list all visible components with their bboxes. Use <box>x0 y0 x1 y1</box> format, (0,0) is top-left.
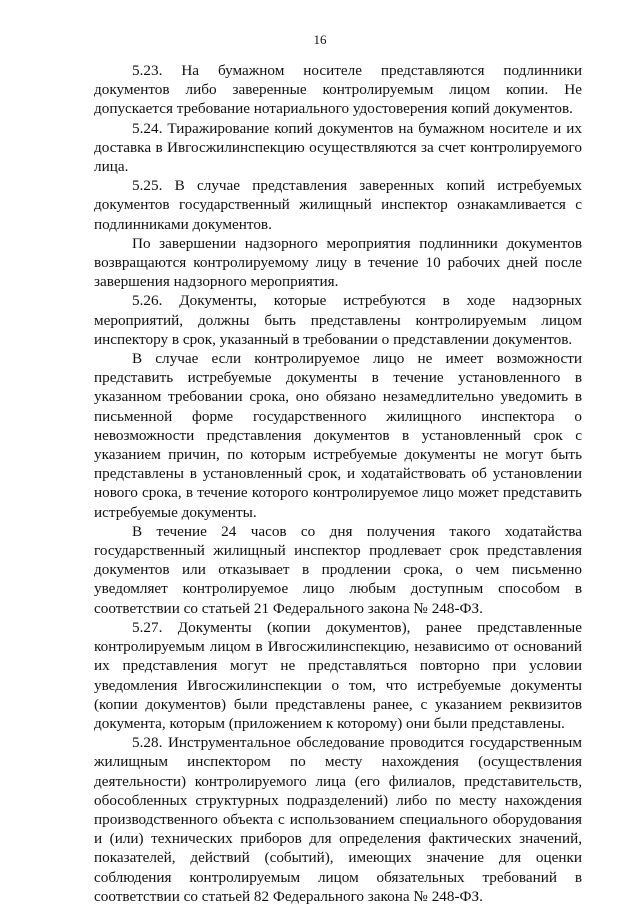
document-body <box>94 61 582 906</box>
paragraph-5-27: 5.27. Документы (копии документов), ранее представленные контролируемым лицом в Ивгосжилинспекцию, независимо от оснований их представления могут не представляться повторно при условии уведомления Ивгосжилинспекции о том, что истребуемые документы (копии документов) были представлены ранее, с указанием реквизитов документа, которым (приложением к которому) они были представлены. <box>94 618 582 732</box>
paragraph-deadline-extension: В течение 24 часов со дня получения такого ходатайства государственный жилищный инспектор продлевает срок представления документов или отказывает в продлении срока, о чем письменно уведомляет контролируемое лицо любым доступным способом в соответствии со статьей 21 Федерального закона № 248-ФЗ. <box>94 522 582 617</box>
paragraph-impossibility-notice: В случае если контролируемое лицо не имеет возможности представить истребуемые документы в течение установленного в указанном требовании срока, оно обязано незамедлительно уведомить в письменной форме государственного жилищного инспектора о невозможности представления документов в установленный срок с указанием причин, по которым истребуемые документы не могут быть представлены в установленный срок, и ходатайствовать об установлении нового срока, в течение которого контролируемое лицо может представить истребуемые документы. <box>94 350 582 521</box>
paragraph-5-26: 5.26. Документы, которые истребуются в ходе надзорных мероприятий, должны быть представлены контролируемым лицом инспектору в срок, указанный в требовании о представлении документов. <box>94 292 582 348</box>
paragraph-5-28: 5.28. Инструментальное обследование проводится государственным жилищным инспектором по месту нахождения (осуществления деятельности) контролируемого лица (его филиалов, представительств, обособленных структурных подразделений) либо по месту нахождения производственного объекта с использованием специального оборудования и (или) технических приборов для определения фактических значений, показателей, действий (событий), имеющих значение для оценки соблюдения контролируемым лицом обязательных требований в соответствии со статьей 82 Федерального закона № 248-ФЗ. <box>94 734 582 905</box>
paragraph-5-25: 5.25. В случае представления заверенных копий истребуемых документов государственный жилищный инспектор ознакамливается с подлинниками документов. <box>94 177 582 233</box>
paragraph-originals-return: По завершении надзорного мероприятия подлинники документов возвращаются контролируемому лицу в течение 10 рабочих дней после завершения надзорного мероприятия. <box>94 234 582 291</box>
paragraph-5-23: 5.23. На бумажном носителе представляются подлинники документов либо заверенные контролируемым лицом копии. Не допускается требование нотариального удостоверения копий документов. <box>94 62 582 118</box>
page-number: 16 <box>313 32 327 47</box>
paragraph-5-24: 5.24. Тиражирование копий документов на бумажном носителе и их доставка в Ивгосжилинспекцию осуществляются за счет контролируемого лица. <box>94 119 582 176</box>
